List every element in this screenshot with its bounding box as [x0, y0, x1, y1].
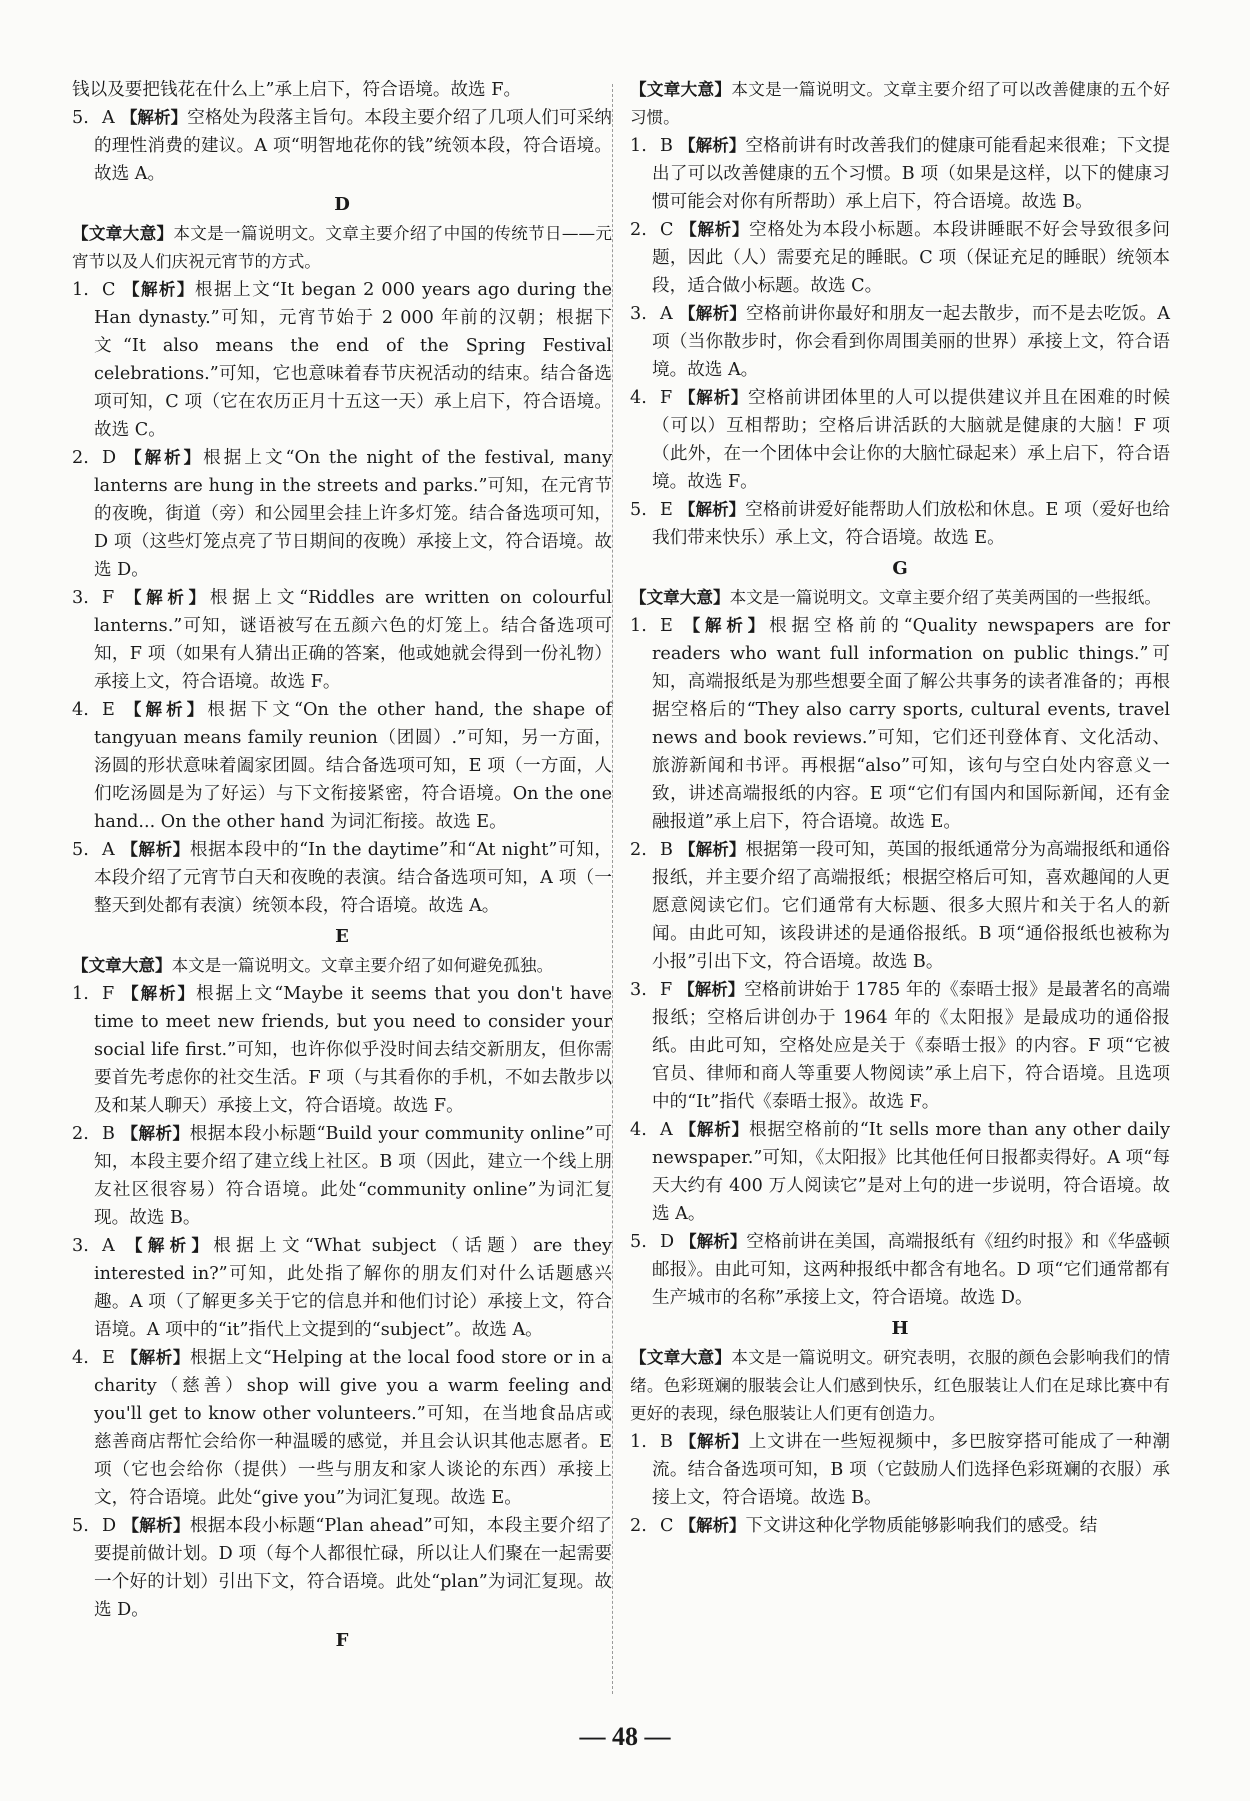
- section-title-f: F: [335, 1630, 349, 1651]
- answer-letter: F: [660, 388, 673, 408]
- answer-f2: [630, 216, 1170, 300]
- analysis-text: 根据空格前的“Quality newspapers are for readers who want full information on public things.”可知，高端报纸是为那些想要全面了解公共事务的读者准备的；再根据空格后的“They also carry sports, cultural events, travel news and book reviews.”可知，它们还刊登体育、文化活动、旅游新闻和书评。再根据“also”可知，该句与空白处内容意义一致，讲述高端报纸的内容。E 项“它们有国内和国际新闻，还有金融报道”承上启下，符合语境。故选 E。: [652, 616, 1171, 832]
- analysis-tag: 【解析】: [120, 1124, 190, 1143]
- answer-e3: [72, 1232, 612, 1344]
- answer-e5: [72, 1512, 612, 1624]
- answer-letter: E: [102, 1348, 115, 1368]
- item-number: 4.: [72, 700, 89, 720]
- analysis-tag: 【解析】: [120, 108, 188, 127]
- summary-text: 本文是一篇说明文。文章主要介绍了英美两国的一些报纸。: [729, 588, 1161, 607]
- analysis-text: 根据本段中的“In the daytime”和“At night”可知，本段介绍了元宵节白天和夜晚的表演。结合备选项可知，A 项（一整天到处都有表演）统领本段，符合语境。故选 A。: [94, 840, 612, 916]
- answer-f4: [630, 384, 1170, 496]
- analysis-text: 空格前讲有时改善我们的健康可能看起来很难；下文提出了可以改善健康的五个习惯。B 项（如果是这样，以下的健康习惯可能会对你有所帮助）承上启下，符合语境。故选 B。: [652, 136, 1170, 212]
- answer-g1: [630, 612, 1170, 836]
- answer-h1: [630, 1428, 1170, 1512]
- item-number: 4.: [72, 1348, 89, 1368]
- section-title-d: D: [334, 194, 350, 215]
- answer-letter: C: [660, 220, 674, 240]
- summary-f: [630, 76, 1170, 132]
- answer-letter: C: [102, 280, 116, 300]
- answer-letter: D: [660, 1232, 675, 1252]
- analysis-tag: 【解析】: [120, 1348, 190, 1367]
- item-number: 2.: [72, 448, 89, 468]
- answer-g5: [630, 1228, 1170, 1312]
- analysis-text: 空格前讲爱好能帮助人们放松和休息。E 项（爱好也给我们带来快乐）承上文，符合语境。故选 E。: [652, 500, 1170, 548]
- item-number: 3.: [72, 588, 89, 608]
- item-number: 1.: [72, 984, 89, 1004]
- summary-tag: 【文章大意】: [630, 1348, 732, 1367]
- analysis-tag: 【解析】: [122, 1516, 190, 1535]
- analysis-text: 空格前讲你最好和朋友一起去散步，而不是去吃饭。A 项（当你散步时，你会看到你周围美丽的世界）承接上文，符合语境。故选 A。: [652, 304, 1170, 380]
- answer-letter: D: [102, 448, 117, 468]
- answer-e4: [72, 1344, 612, 1512]
- answer-f5: [630, 496, 1170, 552]
- analysis-text: 根据上文“Riddles are written on colourful lanterns.”可知，谜语被写在五颜六色的灯笼上。结合备选项可知，F 项（如果有人猜出正确的答案，他或她就会得到一份礼物）承接上文，符合语境。故选 F。: [94, 588, 612, 692]
- page-number: — 48 —: [579, 1722, 671, 1751]
- answer-g4: [630, 1116, 1170, 1228]
- answer-letter: B: [660, 1432, 673, 1452]
- answer-h2: [630, 1512, 1170, 1540]
- item-number: 3.: [630, 304, 647, 324]
- analysis-text: 根据上文“Helping at the local food store or in a charity（慈善）shop will give you a warm feeling and you'll get to know other volunteers.”可知，在当地食品店或慈善商店帮忙会给你一种温暖的感觉，并且会认识其他志愿者。E 项（它也会给你（提供）一些与朋友和家人谈论的东西）承接上文，符合语境。此处“give you”为词汇复现。故选 E。: [94, 1348, 613, 1508]
- section-title-h: H: [891, 1318, 909, 1339]
- analysis-tag: 【解析】: [678, 840, 746, 859]
- summary-text: 本文是一篇说明文。研究表明，衣服的颜色会影响我们的情绪。色彩斑斓的服装会让人们感到快乐，红色服装让人们在足球比赛中有更好的表现，绿色服装让人们更有创造力。: [630, 1348, 1171, 1423]
- item-number: 5.: [72, 840, 89, 860]
- analysis-tag: 【解析】: [678, 500, 746, 519]
- analysis-tag: 【解析】: [120, 700, 208, 719]
- item-number: 2.: [630, 220, 647, 240]
- analysis-text: 空格处为段落主旨句。本段主要介绍了几项人们可采纳的理性消费的建议。A 项“明智地花你的钱”统领本段，符合语境。故选 A。: [94, 108, 612, 184]
- analysis-text: 根据下文“On the other hand, the shape of tangyuan means family reunion（团圆）.”可知，另一方面，汤圆的形状意味着阖家团圆。结合备选项可知，E 项（一方面，人们吃汤圆是为了好运）与下文衔接紧密，符合语境。On the one hand... On the other hand 为词汇衔接。故选 E。: [94, 700, 612, 832]
- analysis-tag: 【解析】: [678, 980, 745, 999]
- item-number: 5.: [72, 1516, 89, 1536]
- analysis-text: 空格前讲在美国，高端报纸有《纽约时报》和《华盛顿邮报》。由此可知，这两种报纸中都含有地名。D 项“它们通常都有生产城市的名称”承接上文，符合语境。故选 D。: [652, 1232, 1170, 1308]
- summary-tag: 【文章大意】: [72, 224, 174, 243]
- item-number: 1.: [630, 616, 647, 636]
- summary-text: 本文是一篇说明文。文章主要介绍了如何避免孤独。: [171, 956, 554, 975]
- analysis-tag: 【解析】: [678, 1120, 750, 1139]
- analysis-tag: 【解析】: [678, 616, 770, 635]
- item-number: 5.: [630, 500, 647, 520]
- analysis-text: 上文讲在一些短视频中，多巴胺穿搭可能成了一种潮流。结合备选项可知，B 项（它鼓励人们选择色彩斑斓的衣服）承接上文，符合语境。故选 B。: [652, 1432, 1170, 1508]
- answer-c5: [72, 104, 612, 188]
- summary-text: 本文是一篇说明文。文章主要介绍了中国的传统节日——元宵节以及人们庆祝元宵节的方式。: [72, 224, 613, 271]
- analysis-text: 根据第一段可知，英国的报纸通常分为高端报纸和通俗报纸，并主要介绍了高端报纸；根据空格后可知，喜欢趣闻的人更愿意阅读它们。它们通常有大标题、很多大照片和关于名人的新闻。由此可知，该段讲述的是通俗报纸。B 项“通俗报纸也被称为小报”引出下文，符合语境。故选 B。: [652, 840, 1170, 972]
- answer-e2: [72, 1120, 612, 1232]
- item-number: 2.: [630, 1516, 647, 1536]
- analysis-text: 空格前讲始于 1785 年的《泰晤士报》是最著名的高端报纸；空格后讲创办于 1964 年的《太阳报》是最成功的通俗报纸。由此可知，空格处应是关于《泰晤士报》的内容。F 项“它被官员、律师和商人等重要人物阅读”承上启下，符合语境。且选项中的“It”指代《泰晤士报》。故选 F。: [652, 980, 1171, 1112]
- answer-d5: [72, 836, 612, 920]
- section-title-g: G: [892, 558, 908, 579]
- summary-tag: 【文章大意】: [630, 588, 730, 607]
- answer-d1: [72, 276, 612, 444]
- item-number: 4.: [630, 1120, 647, 1140]
- analysis-tag: 【解析】: [678, 1432, 749, 1451]
- analysis-text: 根据上文“Maybe it seems that you don't have time to meet new friends, but you need to consider your social life first.”可知，也许你似乎没时间去结交新朋友，但你需要首先考虑你的社交生活。F 项（与其看你的手机，不如去散步以及和某人聊天）承接上文，符合语境。故选 F。: [94, 984, 612, 1116]
- column-divider: [612, 84, 613, 1694]
- summary-tag: 【文章大意】: [630, 80, 732, 99]
- analysis-text: 根据本段小标题“Plan ahead”可知，本段主要介绍了要提前做计划。D 项（每个人都很忙碌，所以让人们聚在一起需要一个好的计划）引出下文，符合语境。此处“plan”为词汇复现。故选 D。: [94, 1516, 613, 1620]
- answer-e1: [72, 980, 612, 1120]
- answer-f3: [630, 300, 1170, 384]
- analysis-tag: 【解析】: [120, 984, 197, 1003]
- answer-letter: D: [102, 1516, 117, 1536]
- analysis-text: 空格处为本段小标题。本段讲睡眠不好会导致很多问题，因此（人）需要充足的睡眠。C 项（保证充足的睡眠）统领本段，适合做小标题。故选 C。: [652, 220, 1170, 296]
- analysis-text: 根据上文“What subject（话题）are they interested in?”可知，此处指了解你的朋友们对什么话题感兴趣。A 项（了解更多关于它的信息并和他们讨论）承接上文，符合语境。A 项中的“it”指代上文提到的“subject”。故选 A。: [94, 1236, 612, 1340]
- analysis-text: 根据上文“On the night of the festival, many lanterns are hung in the streets and parks.”可知，在元宵节的夜晚，街道（旁）和公园里会挂上许多灯笼。结合备选项可知，D 项（这些灯笼点亮了节日期间的夜晚）承接上文，符合语境。故选 D。: [94, 448, 613, 580]
- section-title-e: E: [335, 926, 349, 947]
- answer-letter: A: [102, 1236, 115, 1256]
- analysis-tag: 【解析】: [679, 220, 750, 239]
- summary-tag: 【文章大意】: [72, 956, 172, 975]
- item-number: 1.: [630, 1432, 647, 1452]
- answer-letter: B: [660, 136, 673, 156]
- analysis-tag: 【解析】: [678, 304, 747, 323]
- answer-d3: [72, 584, 612, 696]
- answer-letter: A: [102, 108, 115, 128]
- item-number: 2.: [630, 840, 647, 860]
- analysis-tag: 【解析】: [678, 388, 749, 407]
- analysis-text: 空格前讲团体里的人可以提供建议并且在困难的时候（可以）互相帮助；空格后讲活跃的大脑就是健康的大脑！F 项（此外，在一个团体中会让你的大脑忙碌起来）承上启下，符合语境。故选 F。: [652, 388, 1170, 492]
- answer-letter: E: [660, 500, 673, 520]
- answer-g2: [630, 836, 1170, 976]
- item-number: 1.: [72, 280, 89, 300]
- analysis-tag: 【解析】: [120, 588, 210, 607]
- analysis-text: 下文讲这种化学物质能够影响我们的感受。结: [745, 1516, 1098, 1536]
- analysis-text: 根据上文“It began 2 000 years ago during the Han dynasty.”可知，元宵节始于 2 000 年前的汉朝；根据下文“It also means the end of the Spring Festival celebrations.”可知，它也意味着春节庆祝活动的结束。结合备选项可知，C 项（它在农历正月十五这一天）承上启下，符合语境。故选 C。: [94, 280, 612, 440]
- answer-d4: [72, 696, 612, 836]
- answer-letter: A: [660, 1120, 673, 1140]
- left-column: [72, 76, 612, 1656]
- summary-text: 本文是一篇说明文。文章主要介绍了可以改善健康的五个好习惯。: [630, 80, 1171, 127]
- answer-g3: [630, 976, 1170, 1116]
- item-number: 3.: [630, 980, 647, 1000]
- answer-f1: [630, 132, 1170, 216]
- summary-g: [630, 584, 1170, 612]
- answer-letter: E: [102, 700, 115, 720]
- c-tail-text: 钱以及要把钱花在什么上”承上启下，符合语境。故选 F。: [72, 80, 522, 100]
- item-number: 1.: [630, 136, 647, 156]
- analysis-tag: 【解析】: [678, 136, 746, 155]
- analysis-tag: 【解析】: [679, 1516, 746, 1535]
- answer-letter: A: [660, 304, 673, 324]
- answer-letter: A: [102, 840, 115, 860]
- analysis-tag: 【解析】: [120, 840, 190, 859]
- item-number: 2.: [72, 1124, 89, 1144]
- summary-e: [72, 952, 612, 980]
- analysis-text: 根据空格前的“It sells more than any other daily newspaper.”可知，《太阳报》比其他任何日报都卖得好。A 项“每天大约有 400 万人阅读它”是对上句的进一步说明，符合语境。故选 A。: [652, 1120, 1171, 1224]
- answer-letter: B: [660, 840, 673, 860]
- right-column: [630, 76, 1170, 1540]
- item-number: 5.: [630, 1232, 647, 1252]
- answer-letter: E: [660, 616, 673, 636]
- answer-letter: F: [102, 588, 115, 608]
- analysis-tag: 【解析】: [122, 448, 204, 467]
- answer-d2: [72, 444, 612, 584]
- answer-letter: F: [102, 984, 115, 1004]
- answer-letter: C: [660, 1516, 674, 1536]
- summary-d: [72, 220, 612, 276]
- analysis-text: 根据本段小标题“Build your community online”可知，本段主要介绍了建立线上社区。B 项（因此，建立一个线上朋友社区很容易）符合语境。此处“community online”为词汇复现。故选 B。: [94, 1124, 613, 1228]
- answer-letter: F: [660, 980, 673, 1000]
- item-number: 4.: [630, 388, 647, 408]
- analysis-tag: 【解析】: [121, 280, 195, 299]
- answer-letter: B: [102, 1124, 115, 1144]
- analysis-tag: 【解析】: [680, 1232, 747, 1251]
- item-number: 3.: [72, 1236, 89, 1256]
- analysis-tag: 【解析】: [120, 1236, 214, 1255]
- item-number: 5.: [72, 108, 89, 128]
- summary-h: [630, 1344, 1170, 1428]
